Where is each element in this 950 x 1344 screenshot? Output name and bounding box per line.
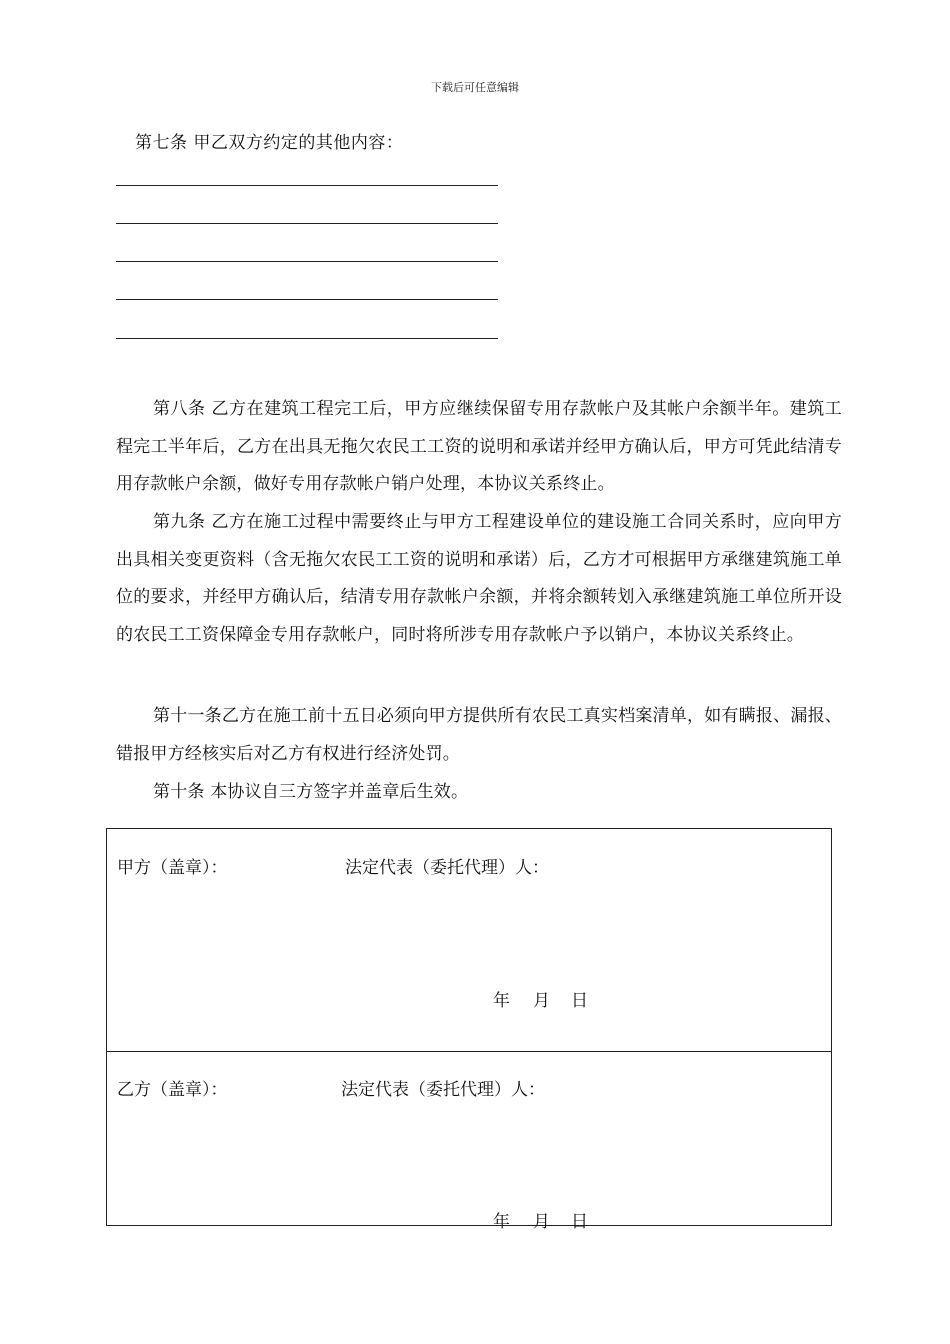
party-b-representative-label: 法定代表（委托代理）人： xyxy=(341,1080,545,1100)
party-a-date-month: 月 xyxy=(533,991,550,1011)
article-11-paragraph: 第十一条乙方在施工前十五日必须向甲方提供所有农民工真实档案清单，如有瞒报、漏报、错报甲方经核实后对乙方有权进行经济处罚。 xyxy=(116,706,842,764)
fill-in-line xyxy=(116,299,498,300)
article-9-paragraph: 第九条 乙方在施工过程中需要终止与甲方工程建设单位的建设施工合同关系时，应向甲方出具相关变更资料（含无拖欠农民工工资的说明和承诺）后，乙方才可根据甲方承继建筑施工单位的要求，并经甲方确认后，结清专用存款帐户余额，并将余额转划入承继建筑施工单位所开设的农民工工资保障金专用存款帐户，同时将所涉专用存款帐户予以销户，本协议关系终止。 xyxy=(116,512,842,645)
party-b-date-month: 月 xyxy=(533,1212,550,1232)
signature-table xyxy=(106,828,832,1232)
party-a-seal-label: 甲方（盖章）： xyxy=(117,858,228,878)
fill-in-line xyxy=(116,338,498,339)
party-a-date-day: 日 xyxy=(571,991,588,1011)
article-10-paragraph: 第十条 本协议自三方签字并盖章后生效。 xyxy=(153,782,469,802)
party-a-signature-row xyxy=(107,829,831,1052)
party-a-date-year: 年 xyxy=(493,991,510,1011)
fill-in-line xyxy=(116,223,498,224)
party-a-representative-label: 法定代表（委托代理）人： xyxy=(345,858,549,878)
party-b-date-year: 年 xyxy=(493,1212,510,1232)
article-7-heading: 第七条 甲乙双方约定的其他内容： xyxy=(135,133,404,153)
fill-in-line xyxy=(116,185,498,186)
party-b-signature-row xyxy=(107,1051,831,1232)
party-b-seal-label: 乙方（盖章）： xyxy=(117,1080,228,1100)
fill-in-line xyxy=(116,261,498,262)
party-b-date-day: 日 xyxy=(571,1212,588,1232)
article-8-paragraph: 第八条 乙方在建筑工程完工后，甲方应继续保留专用存款帐户及其帐户余额半年。建筑工程完工半年后，乙方在出具无拖欠农民工工资的说明和承诺并经甲方确认后，甲方可凭此结清专用存款帐户余额，做好专用存款帐户销户处理，本协议关系终止。 xyxy=(116,399,842,494)
page-header: 下载后可任意编辑 xyxy=(431,81,519,94)
